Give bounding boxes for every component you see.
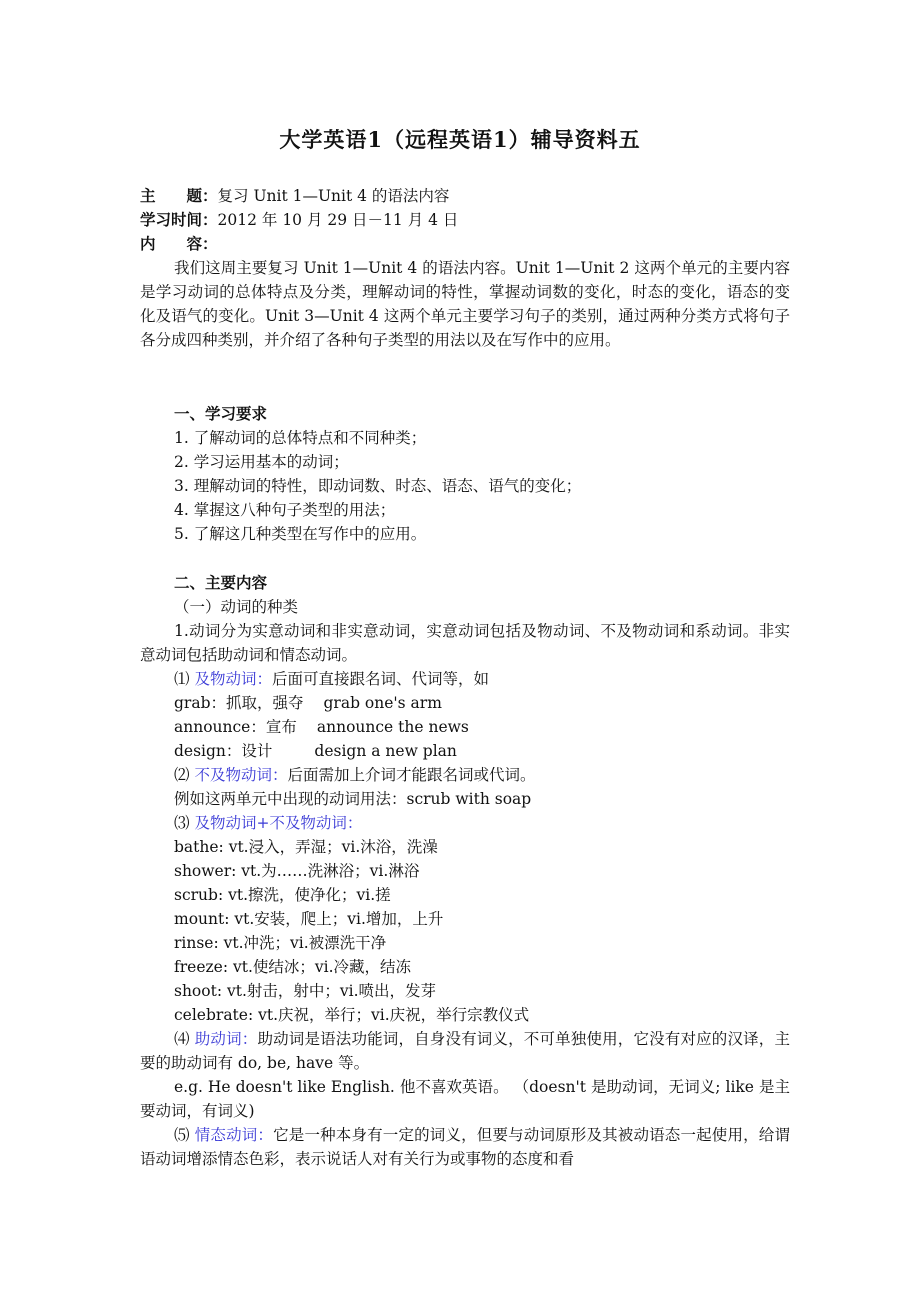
example-phrase: design a new plan	[314, 742, 457, 760]
example-word: announce：宣布	[174, 718, 297, 736]
topic-value: 复习 Unit 1—Unit 4 的语法内容	[217, 187, 450, 205]
verb-entry: bathe: vt.浸入，弄湿；vi.沐浴，洗澡	[174, 838, 438, 856]
requirement-item: 2. 学习运用基本的动词；	[174, 453, 349, 471]
term-both: 及物动词+不及物动词：	[194, 814, 363, 832]
time-line	[140, 208, 790, 232]
term-auxiliary: 助动词：	[194, 1030, 258, 1048]
verb-entry: rinse: vt.冲洗；vi.被漂洗干净	[174, 934, 387, 952]
term-description: 后面需加上介词才能跟名词或代词。	[287, 766, 536, 784]
content-label: 内 容：	[140, 234, 218, 253]
term-description: 它是一种本身有一定的词义，但要与动词原形及其被动语态一起使用，给谓语动词增添情态色彩，表示说话人对有关行为或事物的态度和看	[140, 1126, 790, 1168]
requirement-item: 5. 了解这几种类型在写作中的应用。	[174, 525, 427, 543]
auxiliary-paragraph	[140, 1027, 790, 1075]
example-word: grab：抓取，强夺	[174, 694, 304, 712]
term-intransitive: 不及物动词：	[194, 766, 288, 784]
transitive-heading	[174, 667, 790, 691]
requirement-item: 1. 了解动词的总体特点和不同种类；	[174, 429, 427, 447]
verb-classes-paragraph: 1.动词分为实意动词和非实意动词，实意动词包括及物动词、不及物动词和系动词。非实意动词包括助动词和情态动词。	[140, 622, 790, 664]
example-phrase: grab one's arm	[323, 694, 442, 712]
verb-entry: shower: vt.为……洗淋浴；vi.淋浴	[174, 862, 420, 880]
item-number: ⑶	[174, 814, 195, 832]
example-row	[174, 739, 790, 763]
example-word: design：设计	[174, 742, 273, 760]
both-heading	[174, 811, 790, 835]
topic-line	[140, 184, 790, 208]
verb-entry: freeze: vt.使结冰；vi.冷藏，结冻	[174, 958, 412, 976]
term-description: 后面可直接跟名词、代词等，如	[271, 670, 489, 688]
example-line: 例如这两单元中出现的动词用法：scrub with soap	[174, 790, 532, 808]
item-number: ⑸	[174, 1126, 195, 1144]
term-transitive: 及物动词：	[194, 670, 272, 688]
requirement-item: 4. 掌握这八种句子类型的用法；	[174, 501, 396, 519]
verb-entry: celebrate: vt.庆祝，举行；vi.庆祝，举行宗教仪式	[174, 1006, 530, 1024]
verb-entry: shoot: vt.射击，射中；vi.喷出，发芽	[174, 982, 437, 1000]
time-value: 2012 年 10 月 29 日－11 月 4 日	[217, 211, 459, 229]
time-label: 学习时间：	[140, 210, 218, 229]
verb-entry: mount: vt.安装，爬上；vi.增加，上升	[174, 910, 444, 928]
section2-heading: 二、主要内容	[174, 573, 268, 592]
requirement-item: 3. 理解动词的特性，即动词数、时态、语态、语气的变化；	[174, 477, 582, 495]
verb-entry: scrub: vt.擦洗，使净化；vi.搓	[174, 886, 391, 904]
subsection-heading: （一）动词的种类	[174, 598, 299, 616]
auxiliary-example: e.g. He doesn't like English. 他不喜欢英语。 （doesn't 是助动词，无词义; like 是主要动词，有词义)	[140, 1078, 790, 1120]
document-title: 大学英语1（远程英语1）辅导资料五	[279, 127, 641, 152]
intransitive-heading	[174, 763, 790, 787]
term-description: 助动词是语法功能词，自身没有词义，不可单独使用，它没有对应的汉译，主要的助动词有 do, be, have 等。	[140, 1030, 790, 1072]
intro-paragraph: 我们这周主要复习 Unit 1—Unit 4 的语法内容。Unit 1—Unit 2 这两个单元的主要内容是学习动词的总体特点及分类，理解动词的特性，掌握动词数的变化，时态的变化，语态的变化及语气的变化。Unit 3—Unit 4 这两个单元主要学习句子的类别，通过两种分类方式将句子各分成四种类别，并介绍了各种句子类型的用法以及在写作中的应用。	[140, 259, 790, 349]
content-line	[140, 232, 790, 256]
section1-heading: 一、学习要求	[174, 404, 268, 423]
term-modal: 情态动词：	[194, 1126, 274, 1144]
topic-label: 主 题：	[140, 186, 218, 205]
example-row	[174, 691, 790, 715]
modal-paragraph	[140, 1123, 790, 1171]
item-number: ⑵	[174, 766, 195, 784]
item-number: ⑷	[174, 1030, 195, 1048]
example-row	[174, 715, 790, 739]
example-phrase: announce the news	[316, 718, 469, 736]
item-number: ⑴	[174, 670, 195, 688]
